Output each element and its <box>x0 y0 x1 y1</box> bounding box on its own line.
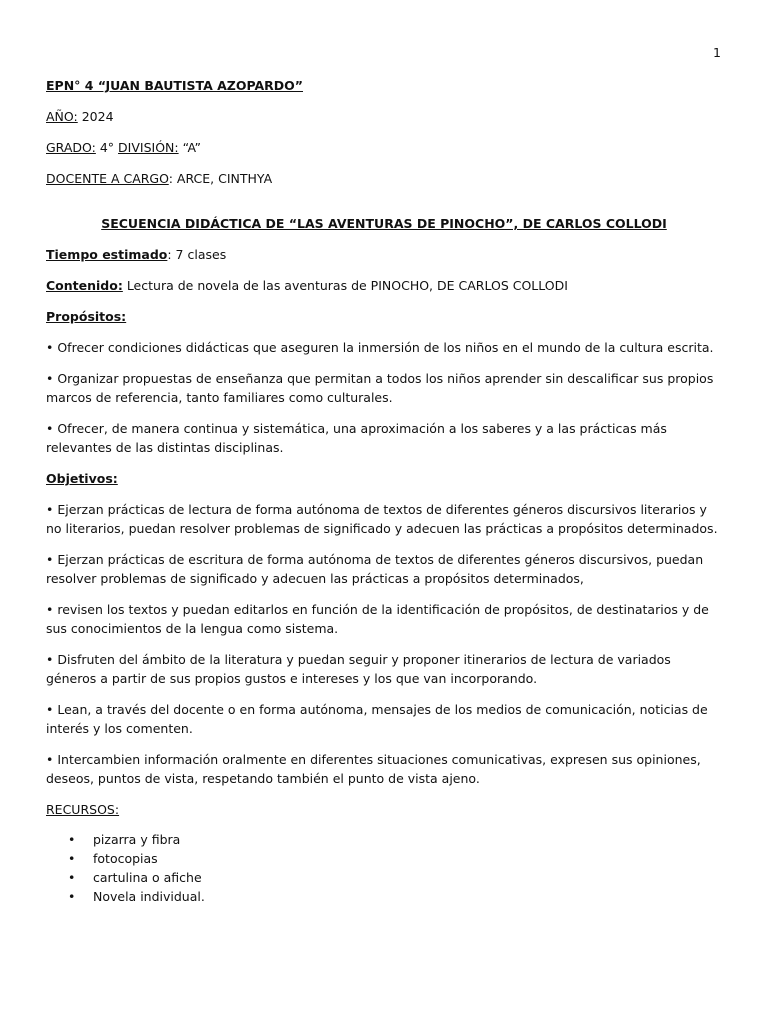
time-line <box>46 245 722 264</box>
resources-heading: RECURSOS: <box>46 802 120 817</box>
objective-item: • Ejerzan prácticas de lectura de forma autónoma de textos de diferentes géneros discursivos literarios y no literarios, puedan resolver problemas de significado y adecuen las prácticas a propósitos determinados. <box>46 502 718 536</box>
division-label: DIVISIÓN: <box>118 140 179 155</box>
page-number: 1 <box>713 45 721 60</box>
objectives-heading: Objetivos: <box>46 471 118 486</box>
time-value: : 7 clases <box>167 247 227 262</box>
year-line <box>46 107 722 126</box>
content-label: Contenido: <box>46 278 123 293</box>
resource-item: • pizarra y fibra <box>46 830 722 849</box>
objective-item: • revisen los textos y puedan editarlos en función de la identificación de propósitos, de destinatarios y de sus conocimientos de la lengua como sistema. <box>46 602 709 636</box>
teacher-value: : ARCE, CINTHYA <box>168 171 273 186</box>
year-label: AÑO: <box>46 109 78 124</box>
purposes-heading: Propósitos: <box>46 309 127 324</box>
time-label: Tiempo estimado <box>46 247 168 262</box>
teacher-label: DOCENTE A CARGO <box>46 171 169 186</box>
document-body <box>46 76 722 906</box>
division-value: “A” <box>178 140 201 155</box>
resource-item: • Novela individual. <box>46 887 722 906</box>
content-line <box>46 276 722 295</box>
purpose-item: • Organizar propuestas de enseñanza que permitan a todos los niños aprender sin descalificar sus propios marcos de referencia, tanto familiares como culturales. <box>46 371 714 405</box>
purpose-item: • Ofrecer condiciones didácticas que aseguren la inmersión de los niños en el mundo de la cultura escrita. <box>46 340 714 355</box>
content-value: Lectura de novela de las aventuras de PINOCHO, DE CARLOS COLLODI <box>122 278 568 293</box>
objective-item: • Disfruten del ámbito de la literatura y puedan seguir y proponer itinerarios de lectura de variados géneros a partir de sus propios gustos e intereses y los que van incorporando. <box>46 652 671 686</box>
objective-item: • Ejerzan prácticas de escritura de forma autónoma de textos de diferentes géneros discursivos, puedan resolver problemas de significado y adecuen las prácticas a propósitos determinados, <box>46 552 704 586</box>
document-title: SECUENCIA DIDÁCTICA DE “LAS AVENTURAS DE PINOCHO”, DE CARLOS COLLODI <box>101 216 667 231</box>
resource-item: • fotocopias <box>46 849 722 868</box>
objective-item: • Intercambien información oralmente en diferentes situaciones comunicativas, expresen sus opiniones, deseos, puntos de vista, respetando también el punto de vista ajeno. <box>46 752 701 786</box>
year-value: 2024 <box>77 109 114 124</box>
teacher-line <box>46 169 722 188</box>
grade-line <box>46 138 722 157</box>
resource-item: • cartulina o afiche <box>46 868 722 887</box>
grade-label: GRADO: <box>46 140 96 155</box>
resources-list <box>46 830 722 906</box>
school-name-line <box>46 76 722 95</box>
grade-value: 4° <box>95 140 119 155</box>
objective-item: • Lean, a través del docente o en forma autónoma, mensajes de los medios de comunicación, noticias de interés y los comenten. <box>46 702 708 736</box>
purpose-item: • Ofrecer, de manera continua y sistemática, una aproximación a los saberes y a las prácticas más relevantes de las distintas disciplinas. <box>46 421 667 455</box>
school-name: EPN° 4 “JUAN BAUTISTA AZOPARDO” <box>46 78 303 93</box>
